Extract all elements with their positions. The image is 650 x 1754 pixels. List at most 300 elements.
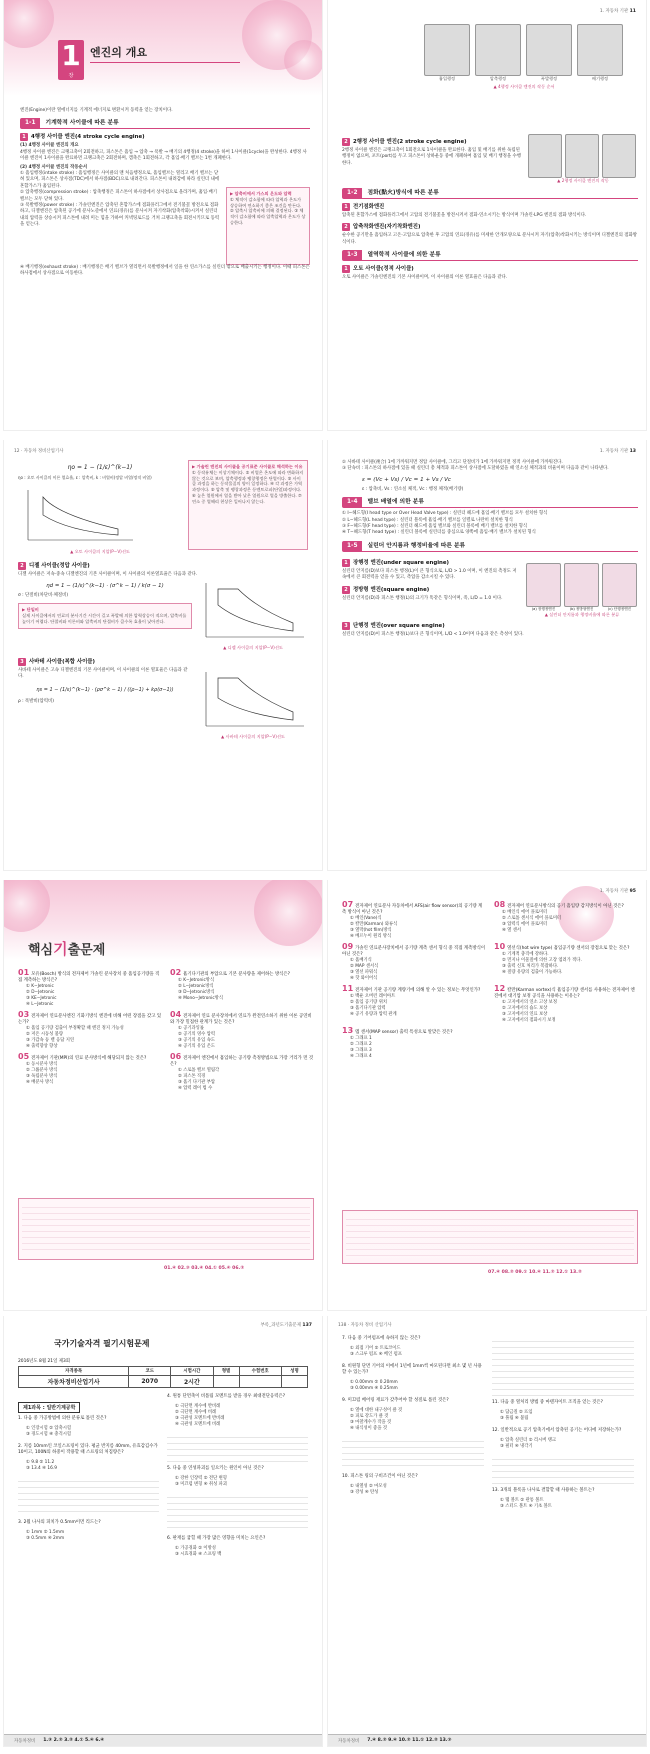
option: ④ 불림	[514, 1416, 529, 1421]
side-note	[188, 460, 308, 550]
option: ② 11.2	[39, 1460, 55, 1465]
question-text: 가솔린 연료분사장치에서 공기량 계측 센서 형식 중 직접 계측방식이 아닌 것은?	[342, 946, 486, 957]
figure-label: 흡입행정	[438, 76, 456, 81]
section-number: 1-1	[20, 118, 40, 129]
subsection-heading: 2 압축착화엔진(자기착화엔진)	[342, 222, 638, 231]
option: ① 0.00mm	[350, 1380, 374, 1385]
question-number: 05	[18, 1052, 30, 1061]
question-number: 01	[18, 968, 30, 977]
question-text: 전자제어 연료분사엔진 기화기방식 엔진에 비해 어떤 장점을 갖고 있는가?	[18, 1014, 162, 1025]
section-title: 밸브 배열에 의한 분류	[362, 497, 638, 508]
table-cell: 2시간	[171, 1376, 213, 1388]
option: ① 극단면 계수에 반비례	[175, 1404, 221, 1409]
question-options	[167, 1404, 308, 1428]
side-note	[226, 187, 310, 265]
answer-option: ③ 흡기다기관 압력	[350, 1006, 386, 1011]
option: ② 전단 변형	[203, 1476, 227, 1481]
answer-option: ③ 그래프 3	[350, 1048, 372, 1053]
exam-title: 국가기술자격 필기시험문제	[54, 1339, 150, 1348]
tip-body: 실제 사이클에서의 연료의 분사기간 시간이 길고 폭발에 의한 압력상승이 적으며, 압축비를 높이기 어렵다. 단절비와 이론비와 압축비의 단절비가 클수록 효율이 낮아진다.	[22, 613, 187, 624]
answer-option: ④ Mono−Jetronic방식	[178, 996, 223, 1001]
question-text: 맵 센서(MAP sensor) 출력 특성으로 알맞은 것은?	[355, 1030, 453, 1035]
answer-option: ④ L−Jetronic	[26, 1002, 54, 1007]
subsection-heading: 3 사바테 사이클(복합 사이클)	[18, 657, 308, 666]
answer-option: ③ 독립분사 방식	[26, 1074, 58, 1079]
explanation-lines	[342, 1436, 484, 1470]
option: ③ 필터	[500, 1444, 514, 1449]
section-1-4-header	[342, 497, 638, 508]
answer-option: ④ 고지에서의 점화시기 보정	[502, 1018, 556, 1023]
option: ④ 16.9	[42, 1466, 57, 1471]
answer-option: ② 그룹분사 방식	[26, 1068, 58, 1073]
answer-option: ② L−Jetronic방식	[178, 984, 214, 989]
question-number: 07	[342, 900, 354, 909]
chapter-title: 엔진의 개요	[90, 44, 240, 63]
item-body: 4행정 사이클 엔진은 크랭크축이 2회전하고, 피스톤은 흡입 → 압축 → 폭발 → 배기의 4행정(4 stroke)을 하여 1사이클(1cycle)을 완성한다. 4행정 사이클 엔진이 1사이클을 완료하면 크랭크축은 2회전하며, 캠축은 1회전하고, 각 흡입·배기 밸브는 1번 개폐한다.	[20, 149, 307, 162]
engine-figure	[577, 24, 623, 82]
section-title: 점화(點火)방식에 따른 분류	[362, 188, 638, 199]
figure-label: 압축행정	[489, 76, 507, 81]
option: ③ 0.5mm	[26, 1536, 47, 1541]
pv-diagram-diesel-figure	[198, 579, 308, 651]
subject-label: 제1과목 : 일반기계공학	[18, 1402, 80, 1413]
answer-option: ④ 공기 유량과 압력 관계	[350, 1012, 397, 1017]
question-number: 13	[342, 1026, 354, 1035]
question: 11. 다음 중 열처리 방법 중 마텐자이트 조직을 얻는 것은?	[492, 1400, 603, 1405]
table-cell	[281, 1376, 307, 1388]
question-text: 전자제어 연료분사 자동차에서 AFS(air flow sensor)의 공기량 계측 방식이 아닌 것은?	[342, 904, 483, 915]
running-head: 138 · 자동차 정비 산업기사	[338, 1323, 392, 1328]
question-number: 09	[342, 942, 354, 951]
subsection-body: 압축된 혼합가스에 점화플러그에서 고압의 전기불꽃을 방전시켜서 점화·연소시키는 방식이며 가솔린·LPG 엔진의 점화 방식이다.	[342, 213, 587, 218]
figure-caption: ▲ 오토 사이클의 지압(P−V)선도	[70, 549, 130, 555]
page-95	[328, 880, 646, 1310]
option: ④ 0.25mm	[374, 1386, 398, 1391]
answer-option: ② 그래프 2	[350, 1042, 372, 1047]
subsection-body: 순수한 공기만을 흡입하고 고온·고압으로 압축한 후 고압의 연료(경유)를 미세한 안개모양으로 분사시켜 자기(압축)착화시키는 방식이며 디젤엔진의 점화방식이다.	[342, 233, 637, 245]
question-text: 흡기다기관의 부압으로 기본 분사량을 제어하는 방식은?	[183, 972, 291, 977]
answer-key: 7.④ 8.② 9.④ 10.② 11.① 12.② 13.③	[367, 1738, 452, 1743]
title-suffix: 출문제	[67, 943, 106, 958]
subsection-heading	[342, 137, 522, 146]
page-10	[4, 0, 322, 430]
figure-2-stroke	[528, 134, 638, 184]
chapter-number-block	[58, 40, 84, 80]
question-number: 11	[342, 984, 354, 993]
section-title: 실린더 안지름과 행정비율에 따른 분류	[362, 541, 638, 552]
question: 4. 원통 단면축이 비틀림 모멘트를 받을 경우 최대전단응력은?	[167, 1394, 286, 1399]
answer-option: ② 저온 시동성 불량	[26, 1032, 64, 1037]
answer-option: ① 기계적 충격에 강하다.	[502, 952, 549, 957]
page-138	[328, 1316, 646, 1746]
table-cell: 자동차정비산업기사	[19, 1376, 129, 1388]
answer-option: ② 스로틀 센서식 에어 플로미터	[502, 916, 562, 921]
figure-caption: ▲ 디젤 사이클의 지압(P−V)선도	[223, 644, 283, 650]
option: ③ 강성	[350, 1490, 364, 1495]
page-94	[4, 880, 322, 1310]
question-text: 칼만(Karman vortex)식 흡입공기량 센서를 사용하는 전자제어 엔진에서 대기압 보정 공식을 사용하는 이유는?	[494, 988, 635, 999]
question: 1. 다음 중 가공방법에 의한 분류로 틀린 것은?	[18, 1416, 107, 1421]
list-item: ① I−헤드형(I head type or Over Head Valve type) : 실린더 헤드에 흡입·배기 밸브를 모두 설치한 형식	[342, 511, 548, 517]
chapter-number: 1	[61, 39, 81, 72]
option: ① 외접 기어	[350, 1346, 374, 1351]
step-text: ③ 폭발행정(power stroke) : 가솔린엔진은 압축된 혼합가스에 점화플러그에서 전기불꽃 방전으로 점화하고, 디젤엔진은 압축된 공기에 분사노즐에서 연료(경유)를 분사시켜 자기착화(압축착화)시켜서 실린더 내의 압력을 상승시켜 피스톤에 내려 미는 힘을 가하여 커넥팅로드를 거쳐 크랭크축을 회전시키므로 동력을 얻는다.	[20, 203, 220, 228]
figure-caption: ▲ 사바테 사이클의 지압(P−V)선도	[221, 733, 285, 739]
exam-date: 2016년도 8월 21일 제3회	[18, 1359, 70, 1364]
answer-option: ① K−Jetronic	[26, 984, 54, 989]
answer-option: ① 베인(Vane)식	[350, 916, 382, 921]
option: ④ 내식성이 좋을 것	[350, 1426, 388, 1431]
answer-option: ④ 베르누이 원리 방식	[350, 934, 392, 939]
answer-key: 07.④ 08.② 09.① 10.④ 11.② 12.① 13.②	[488, 1270, 582, 1275]
answer-option: ③ 고지에서의 연료 보상	[502, 1012, 548, 1017]
question-options	[492, 1410, 634, 1422]
answer-key: 01.④ 02.③ 03.④ 04.① 05.④ 06.②	[164, 1266, 245, 1271]
option: ② 이방성	[198, 1546, 216, 1551]
option: ① 인장시험	[26, 1426, 48, 1431]
question-text: 전자제어 기관 공기량 계량기에 의해 알 수 있는 정보는 무엇인가?	[355, 988, 481, 993]
footer-label: 자동차정비	[14, 1738, 36, 1744]
question-card	[18, 1054, 162, 1092]
formula-note: ε : 압축비, Vs : 연소실 체적, Vc : 행정 체적(배기량)	[362, 486, 464, 492]
option: ② 트로코이드	[374, 1346, 401, 1351]
answer-option: ② 고지에서의 습도 보상	[502, 1006, 548, 1011]
question: 9. 미끄럼 베어링 재료가 갖추어야 할 성질로 틀린 것은?	[342, 1398, 449, 1403]
intro-text: 엔진(Engine)이란 열에너지를 기계적 에너지로 변환시켜 동력을 얻는 장치이다.	[20, 108, 173, 113]
question-options	[18, 1460, 159, 1472]
answer-option: ① 고지에서의 연소 고상 보정	[502, 1000, 557, 1005]
question-card	[494, 944, 638, 982]
question-number: 12	[494, 984, 506, 993]
page-13-content	[342, 460, 638, 638]
engine-figure	[475, 24, 521, 82]
running-head-text: 1. 자동차 기관	[599, 889, 629, 894]
option: ① 강한 인장력	[175, 1476, 203, 1481]
figure-label: (b) 정방형엔진	[569, 606, 594, 611]
figure-caption: ▲ 2행정 사이클 엔진의 작동	[557, 178, 609, 183]
formula: ηo = 1 − (1/ε)^(k−1)	[67, 464, 133, 471]
exam-questions	[342, 1336, 634, 1510]
question-card	[494, 902, 638, 940]
question: 13. 3개의 블록을 나사로 결합할 때 사용하는 볼트는?	[492, 1488, 595, 1493]
exam-info-table	[18, 1366, 308, 1388]
answer-option: ② 공기의 영수 압력	[178, 1032, 216, 1037]
spread-1	[0, 0, 650, 438]
running-head-text: 1. 자동차 기관	[599, 9, 629, 14]
spread-4	[0, 1316, 650, 1754]
pv-diagram-sabathe	[198, 668, 308, 730]
subsection-title: 디젤 사이클(정압 사이클)	[29, 563, 90, 570]
option: ① 탭 볼트	[500, 1498, 520, 1503]
answer-footer	[4, 1734, 322, 1746]
footer-label: 자동차정비	[338, 1738, 360, 1744]
answer-option: ② 먼지나 이물질에 의한 고장 염려가 적다.	[502, 958, 582, 963]
option: ③ 극관성 모멘트에 반비례	[175, 1416, 225, 1421]
subsection-heading: 2 디젤 사이클(정압 사이클)	[18, 561, 308, 570]
option: ③ 마찰계수가 작을 것	[350, 1420, 392, 1425]
exam-questions	[18, 1394, 308, 1558]
question-card	[342, 944, 486, 982]
figure-caption: ▲ 실린더 안지름과 행정비율에 따른 분류	[544, 611, 620, 617]
explanation-lines	[492, 1454, 634, 1484]
answer-option: ③ KE−Jetronic	[26, 996, 57, 1001]
pv-diagram-diesel	[198, 579, 308, 641]
figure-label: 폭발행정	[540, 76, 558, 81]
engine-figure	[526, 24, 572, 82]
answer-option: ③ 출력 신호 처리가 복잡하다.	[502, 964, 559, 969]
section-number: 1-2	[342, 188, 362, 199]
running-head-text: 부록_과년도기출문제	[260, 1323, 301, 1328]
question-card	[170, 1012, 314, 1050]
question: 8. 비원형 단면 기어의 이에서 1년에 1mm씩 마모된다면 최소 몇 년 사용할 수 있는가?	[342, 1364, 482, 1375]
title-prefix: 핵심	[28, 943, 54, 958]
question-text: 모유(Bosch) 방식의 전자제어 가솔린 분사장치 중 흡입공기량을 직접 계측하는 방식은?	[18, 972, 160, 983]
running-head-text: 1. 자동차 기관	[599, 449, 629, 454]
figure-label: 배기행정	[591, 76, 609, 81]
subsection-title: 2행정 사이클 엔진(2 stroke cycle engine)	[353, 139, 467, 145]
question-text: 전자제어 엔진에서 흡입하는 공기량 측정방법으로 가장 거리가 먼 것은?	[170, 1056, 314, 1067]
answer-option: ④ 출력향상 향상	[26, 1044, 58, 1049]
answer-option: ④ 질량 유량의 검출이 가능하다.	[502, 970, 563, 975]
explanation-lines	[167, 1432, 308, 1462]
question-options	[492, 1438, 634, 1450]
subsection-title: 사바테 사이클(복합 사이클)	[29, 658, 95, 665]
subsection-title: 전기점화엔진	[353, 204, 385, 210]
question-card	[342, 1028, 486, 1060]
page-number: 11	[629, 9, 636, 14]
section-1-2-header	[342, 188, 638, 199]
pv-diagram-otto	[18, 485, 138, 545]
page-12	[4, 440, 322, 870]
spread-3	[0, 880, 650, 1318]
note-title: ▶ 압축비에서 가스의 온도와 압력	[230, 191, 292, 197]
option: ① 담금질	[500, 1410, 518, 1415]
table-header: 성명	[281, 1367, 307, 1376]
subsection-title: 압축착화엔진(자기착화엔진)	[353, 224, 421, 231]
subsection-body: 실린더 안지름(D)보다 피스톤 행정(L)이 큰 형식으로, L/D > 1.0 이며, 이 엔진의 측정도 저속에서 큰 회전력을 얻을 수 있고, 측압을 감소시킬 수 있다.	[342, 568, 517, 581]
subsection-body: 디젤 사이클은 저속·중속 디젤엔진의 기본 사이클이며, 이 사이클의 이론열효율은 다음과 같다.	[18, 572, 198, 578]
running-head	[600, 888, 636, 894]
option: ② 관통 볼트	[520, 1498, 544, 1503]
option: ① 1mm	[26, 1530, 43, 1535]
figure-caption: ▲ 4행정 사이클 엔진의 작동 순서	[493, 84, 555, 89]
figure-label: (a) 장행정엔진	[531, 606, 556, 611]
subsection-heading	[20, 132, 310, 141]
answer-option: ① 흡배기식	[350, 958, 372, 963]
question: 12. 일반적으로 공기 압축기에서 압축된 공기는 어디에 저장하는가?	[492, 1428, 622, 1433]
subsection-body: 실린더 안지름(D)이 피스톤 행정(L)보다 큰 형식이며, L/D < 1.0이며 다음과 같은 측성이 있다.	[342, 631, 524, 637]
question-card	[494, 986, 638, 1024]
option: ④ 충격시험	[49, 1432, 72, 1437]
question: 2. 지름 10mm인 코일스프링이 있다. 평균 반지름 40mm, 유효감김수가 10이고, 100N의 하중이 작용할 때 스프링의 처짐량은?	[18, 1444, 158, 1455]
explanation-lines	[492, 1336, 634, 1396]
answer-option: ③ D−Jetronic방식	[178, 990, 215, 995]
option: ④ 탄성	[364, 1490, 379, 1495]
question-card	[342, 902, 486, 940]
question-options	[167, 1476, 308, 1488]
formula-note: σ : 단절비(차단비·체절비)	[18, 592, 69, 598]
answer-option: ④ 배분사 방식	[26, 1080, 54, 1085]
section-number: 1-3	[342, 250, 362, 261]
answer-option: ③ 흡기 다기관 부압	[178, 1080, 216, 1085]
option: ① 내열성	[350, 1484, 368, 1489]
question-options	[342, 1484, 484, 1496]
question-card	[18, 1012, 162, 1050]
question-text: 열선식(hot wire type) 흡입공기량 센서의 장점으로 맞는 것은?	[507, 946, 630, 951]
question-number: 02	[170, 968, 182, 977]
page-10-content	[20, 108, 310, 278]
question-number: 04	[170, 1010, 182, 1019]
answer-option: ④ 공기의 유입 온도	[178, 1044, 216, 1049]
answer-option: ③ 열막(hot film)방식	[350, 928, 392, 933]
tip-title: ▶ 단일비	[22, 607, 39, 613]
page-12-content	[18, 460, 308, 740]
note-body: ① 체적이 감소함에 따라 압력과 온도가 상승하여 연소하기 좋은 조건을 만든다. ② 압축시 압축비에 의해 결정된다. ③ 체적이 감소함에 따라 압축압력과 온도가 상승한다.	[230, 196, 306, 226]
option: ④ 베인 펌프	[378, 1352, 402, 1357]
section-1-3-header	[342, 250, 638, 261]
answer-option: ③ 가감속 등 밸 응답 지연	[26, 1038, 75, 1043]
option: ③ 미끄럼 변형	[175, 1482, 203, 1487]
chapter-suffix: 장	[68, 73, 74, 79]
table-header: 형별	[213, 1367, 239, 1376]
section-number: 1-4	[342, 497, 362, 508]
question-options	[342, 1346, 484, 1358]
option: ① 가공경화	[175, 1546, 197, 1551]
question: 6. 판재를 굽힐 때 가장 많은 영향을 미치는 요인은?	[167, 1536, 266, 1541]
option: ② 마모성	[369, 1484, 387, 1489]
answer-option: ③ 공기의 유입 속도	[178, 1038, 216, 1043]
page-137	[4, 1316, 322, 1746]
option: ③ 풀림	[500, 1416, 514, 1421]
subsection-title: 정방형 엔진(square engine)	[353, 586, 430, 593]
answer-option: ① 스로틀 밸브 열림각	[178, 1068, 220, 1073]
section-title: 열역학적 사이클에 의한 분류	[362, 250, 638, 261]
answer-option: ① 그래프 1	[350, 1036, 372, 1041]
option: ③ 스크루 펌프	[350, 1352, 378, 1357]
formula: ηd = 1 − (1/ε)^(k−1) · (σ^k − 1) / k(σ − 1)	[46, 582, 164, 589]
subsection-title: 오토 사이클(정적 사이클)	[353, 266, 414, 273]
subsection-heading: 1 오토 사이클(정적 사이클)	[342, 264, 638, 273]
answer-option: ③ 압력식 에어 플로미터	[502, 922, 548, 927]
figure-label: (c) 단행정엔진	[607, 606, 632, 611]
answer-option: ③ 열선 파워식	[350, 970, 378, 975]
option: ① 열에 대한 내구성이 클 것	[350, 1408, 403, 1413]
option: ② 0.20mm	[374, 1380, 398, 1385]
answer-option: ④ 그래프 4	[350, 1054, 372, 1059]
answer-option: ② 칼만(Karman) 와류식	[350, 922, 398, 927]
explanation-lines	[167, 1492, 308, 1532]
answer-option: ① K−Jetronic방식	[178, 978, 215, 983]
page-number: 137	[302, 1323, 312, 1328]
subsection-heading: 2 정방형 엔진(square engine)	[342, 585, 520, 594]
running-head: 12 · 자동차 정비산업기사	[14, 449, 64, 454]
answer-option: ① 베인식 에어 플로미터	[502, 910, 548, 915]
subsection-title: 4행정 사이클 엔진(4 stroke cycle engine)	[31, 134, 145, 141]
option: ② 리시버 탱크	[528, 1438, 557, 1443]
question-options	[492, 1498, 634, 1510]
running-head	[600, 448, 636, 454]
answer-option: ① 흡입 공기량 검출이 부정확할 때 엔진 정지 가능성	[26, 1026, 124, 1031]
answer-option: ② 피스톤 직경	[178, 1074, 206, 1079]
option: ② 극단면 계수에 비례	[175, 1410, 217, 1415]
option: ③ 시효경화	[175, 1552, 197, 1557]
subsection-badge: 1	[20, 133, 28, 141]
question-options	[18, 1530, 159, 1542]
option: ④ 2mm	[47, 1536, 65, 1541]
option: ① 압축 실린더	[500, 1438, 528, 1443]
subsection-body: 실린더 안지름(D)과 피스톤 행정(L)의 크기가 똑같은 형식이며, 즉, L/D = 1.0 이다.	[342, 595, 503, 601]
table-header: 자격종목	[19, 1367, 129, 1376]
subsection-badge: 2	[342, 138, 350, 146]
table-cell: 2070	[129, 1376, 171, 1388]
page-number: 95	[629, 889, 636, 894]
option: ③ 13.4	[26, 1466, 41, 1471]
answer-key: 1.③ 2.② 3.② 4.① 5.④ 6.④	[43, 1738, 105, 1743]
section-1-1-header	[20, 118, 310, 129]
question-options	[342, 1380, 484, 1392]
question-number: 06	[170, 1052, 182, 1061]
subsection-title: 단행정 엔진(over square engine)	[353, 622, 445, 629]
option: ③ 0.00mm	[350, 1386, 374, 1391]
explanation-box	[342, 1210, 638, 1264]
list-item: ② L−헤드형(L head type) : 실린더 블록에 흡입·배기 밸브를 일렬로 나란히 설치한 형식	[342, 517, 513, 523]
answer-option: ④ 압력 레이 법 수	[178, 1086, 213, 1091]
question-options	[167, 1546, 308, 1558]
question-options	[342, 1408, 484, 1432]
pv-diagram-sabathe-figure	[198, 668, 308, 740]
question-text: 전자제어 연료 분사장치에서 연료가 완전연소하기 위한 이론 공연비와 가장 밀접한 관계가 있는 것은?	[170, 1014, 312, 1025]
formula: ε = (Vc + Vs) / Vc = 1 + Vs / Vc	[362, 476, 451, 483]
section-1-5-header	[342, 541, 638, 552]
page-11-content	[342, 134, 638, 282]
answer-option: ① 백운 오버런 레이아트	[350, 994, 396, 999]
option: ④ 기초 볼트	[528, 1504, 552, 1509]
question-card	[342, 986, 486, 1024]
formula-note: ρ : 폭발비(압력비)	[18, 698, 54, 704]
option: ① 9.8	[26, 1460, 39, 1465]
answer-option: ② MAP 센서식	[350, 964, 379, 969]
answer-option: ① 동시분사 방식	[26, 1062, 58, 1067]
item-title: (1) 4행정 사이클 엔진의 개요	[20, 143, 79, 149]
formula-note: ηo : 오토 사이클의 이론 열효율, ε : 압축비, k : 비열비(정압 비열/정적 비열)	[18, 475, 152, 480]
question-grid	[18, 970, 314, 1096]
body-paragraph: ② 사바테 사이클(複合) 1에 가까워지면 정압 사이클에, 그리고 단절비가 1에 가까워지면 정적 사이클에 가까워진다.	[342, 460, 563, 465]
page-11	[328, 0, 646, 430]
question-options	[18, 1426, 159, 1438]
option: ③ 스터드 볼트	[500, 1504, 528, 1509]
table-header: 코드	[129, 1367, 171, 1376]
option: ② 1.5mm	[43, 1530, 65, 1535]
subsection-body: 2행정 사이클 엔진은 크랭크축이 1회전으로 1사이클을 완료한다. 흡입 및 배기를 위한 독립된 행정이 없으며, 포트(port)를 두고 피스톤이 상하운동 중에 개폐하여 흡입 및 배기 행정을 수행한다.	[342, 148, 522, 166]
question: 3. 2월 나사의 피치가 0.5mm이면 리드는?	[18, 1520, 101, 1525]
figure-bore-stroke	[526, 555, 638, 618]
question-number: 03	[18, 1010, 30, 1019]
step-text: ④ 배기행정(exhaust stroke) : 배기행정은 배기 밸브가 열리면서 폭발행정에서 일을 한 연소가스를 실린더 밖으로 배출시키는 행정이다. 이때 피스톤은 하사점에서 상사점으로 이동한다.	[20, 265, 310, 277]
section-number: 1-5	[342, 541, 362, 552]
section-title: 기계학적 사이클에 따른 분류	[40, 118, 310, 129]
option: ④ 취성 파괴	[203, 1482, 227, 1487]
figure-4-stroke	[424, 24, 624, 94]
answer-option: ④ 핫 와이어식	[350, 976, 378, 981]
table-header: 수험번호	[239, 1367, 281, 1376]
list-item: ④ T−헤드형(T head type) : 실린더 블록에 실린더를 중심으로 양쪽에 흡입·배기 밸브가 설치된 형식	[342, 530, 536, 536]
question: 10. 피스톤 링의 구비조건이 아닌 것은?	[342, 1474, 418, 1479]
question: 7. 다음 중 기어펌프에 속하지 않는 것은?	[342, 1336, 421, 1341]
explanation-lines	[18, 1476, 159, 1516]
option: ② 압축시험	[49, 1426, 72, 1431]
question-grid	[342, 902, 638, 1064]
step-text: ① 흡입행정(intake stroke) : 흡입행정은 사이클의 맨 처음행정으로, 흡입밸브는 열리고 배기 밸브는 닫혀 있으며, 피스톤은 상사점(TDC)에서 하사점(BDC)으로 내려간다. 피스톤이 내려감에 따라 실린더 내에 혼합가스가 흡입된다.	[20, 171, 220, 189]
